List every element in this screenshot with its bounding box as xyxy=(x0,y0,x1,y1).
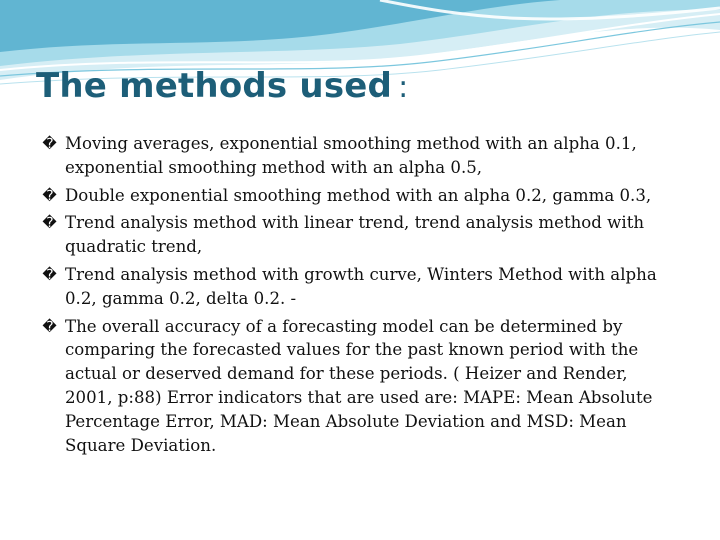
page-title xyxy=(36,66,408,106)
bullet-marker-icon: � xyxy=(42,215,57,232)
bullet-text: Moving averages, exponential smoothing method with an alpha 0.1, exponential smoothing method with an alpha 0.5, xyxy=(65,134,637,177)
title-text: The methods used xyxy=(36,66,393,106)
bullet-marker-icon: � xyxy=(42,318,57,335)
bullet-text: Double exponential smoothing method with an alpha 0.2, gamma 0.3, xyxy=(65,185,652,205)
bullet-marker-icon: � xyxy=(42,187,57,204)
bullet-list xyxy=(40,132,680,461)
bullet-item xyxy=(40,263,680,311)
bullet-text: Trend analysis method with linear trend, trend analysis method with quadratic trend, xyxy=(65,213,645,257)
bullet-text: The overall accuracy of a forecasting model can be determined by comparing the forecasted values for the past known period with the actual or deserved demand for these periods. ( Heizer and Render, 2001, p:88) Error indicators that are used are: MAPE: Mean Absolute Percentage Error, MAD: Mean Absolute Deviation and MSD: Mean Square Deviation. xyxy=(65,316,653,455)
bullet-text: Trend analysis method with growth curve, Winters Method with alpha 0.2, gamma 0.2, delta 0.2. - xyxy=(65,264,657,308)
bullet-item xyxy=(40,184,680,208)
bullet-item xyxy=(40,211,680,259)
bullet-marker-icon: � xyxy=(42,266,57,283)
bullet-item xyxy=(40,132,680,180)
bullet-item xyxy=(40,315,680,458)
title-colon: : xyxy=(398,70,409,105)
bullet-marker-icon: � xyxy=(42,136,57,152)
